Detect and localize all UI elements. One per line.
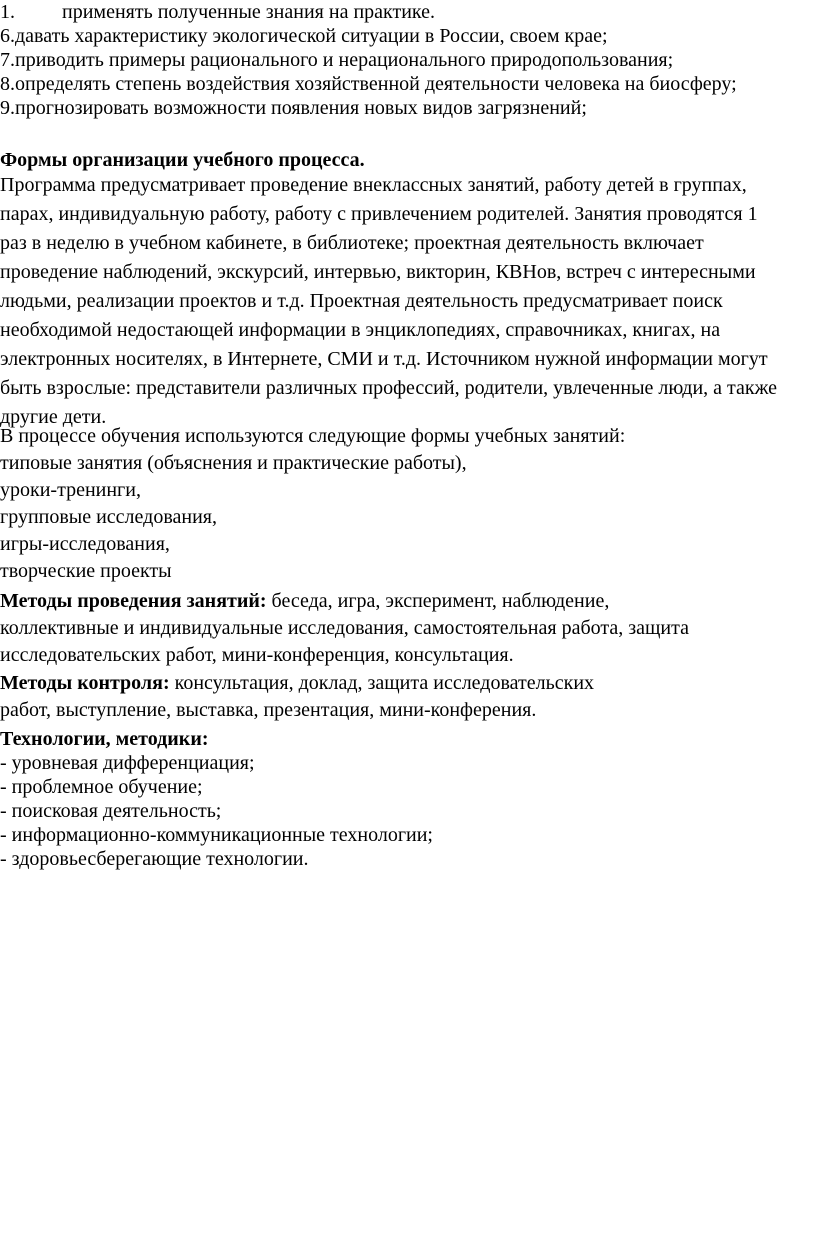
- technologies-section: [0, 727, 816, 871]
- forms-heading: [0, 148, 816, 172]
- paragraph-line: парах, индивидуальную работу, работу с привлечением родителей. Занятия проводятся 1: [0, 203, 758, 225]
- skill-item-9: 9.прогнозировать возможности появления новых видов загрязнений;: [0, 97, 587, 119]
- paragraph-line: проведение наблюдений, экскурсий, интервью, викторин, КВНов, встреч с интересными: [0, 261, 756, 283]
- methods-line-1-text: беседа, игра, эксперимент, наблюдение,: [266, 590, 610, 612]
- control-line-1-text: консультация, доклад, защита исследовательских: [169, 672, 595, 694]
- list-item: типовые занятия (объяснения и практические работы),: [0, 452, 467, 474]
- forms-heading-text: Формы организации учебного процесса.: [0, 149, 365, 171]
- paragraph-line: необходимой недостающей информации в энциклопедиях, справочниках, книгах, на: [0, 319, 721, 341]
- control-label: Методы контроля:: [0, 672, 170, 694]
- list-item: - информационно-коммуникационные технологии;: [0, 824, 433, 846]
- skill-item-1-text: применять полученные знания на практике.: [62, 1, 436, 23]
- forms-intro: В процессе обучения используются следующие формы учебных занятий:: [0, 425, 626, 447]
- methods-line-2: коллективные и индивидуальные исследования, самостоятельная работа, защита: [0, 617, 689, 639]
- paragraph-line: Программа предусматривает проведение внеклассных занятий, работу детей в группах,: [0, 174, 747, 196]
- paragraph-line: электронных носителях, в Интернете, СМИ и т.д. Источником нужной информации могут: [0, 348, 768, 370]
- technologies-heading: Технологии, методики:: [0, 728, 209, 750]
- skill-item-8: 8.определять степень воздействия хозяйственной деятельности человека на биосферу;: [0, 73, 737, 95]
- forms-paragraph: [0, 171, 816, 432]
- list-item: - уровневая дифференциация;: [0, 752, 255, 774]
- skill-item-7: 7.приводить примеры рационального и нерационального природопользования;: [0, 49, 674, 71]
- paragraph-line: людьми, реализации проектов и т.д. Проектная деятельность предусматривает поиск: [0, 290, 723, 312]
- skill-item-6: 6.давать характеристику экологической ситуации в России, своем крае;: [0, 25, 608, 47]
- paragraph-line: быть взрослые: представители различных профессий, родители, увлеченные люди, а также: [0, 377, 778, 399]
- forms-list: [0, 423, 816, 585]
- methods-label: Методы проведения занятий:: [0, 590, 267, 612]
- list-item: уроки-тренинги,: [0, 479, 141, 501]
- skill-item-1: [0, 0, 816, 24]
- methods-line-3: исследовательских работ, мини-конференция, консультация.: [0, 644, 514, 666]
- skill-item-1-number: 1.: [0, 1, 15, 23]
- skills-list: [0, 0, 816, 120]
- list-item: групповые исследования,: [0, 506, 217, 528]
- list-item: игры-исследования,: [0, 533, 170, 555]
- paragraph-line: раз в неделю в учебном кабинете, в библиотеке; проектная деятельность включает: [0, 232, 704, 254]
- list-item: - поисковая деятельность;: [0, 800, 222, 822]
- list-item: - проблемное обучение;: [0, 776, 203, 798]
- paragraph-line: другие дети.: [0, 406, 107, 428]
- methods-line-1: [0, 588, 816, 615]
- control-section: [0, 670, 816, 724]
- list-item: творческие проекты: [0, 560, 172, 582]
- control-line-2: работ, выступление, выставка, презентация, мини-конферения.: [0, 699, 537, 721]
- control-line-1: [0, 670, 816, 697]
- list-item: - здоровьесберегающие технологии.: [0, 848, 309, 870]
- methods-section: [0, 588, 816, 669]
